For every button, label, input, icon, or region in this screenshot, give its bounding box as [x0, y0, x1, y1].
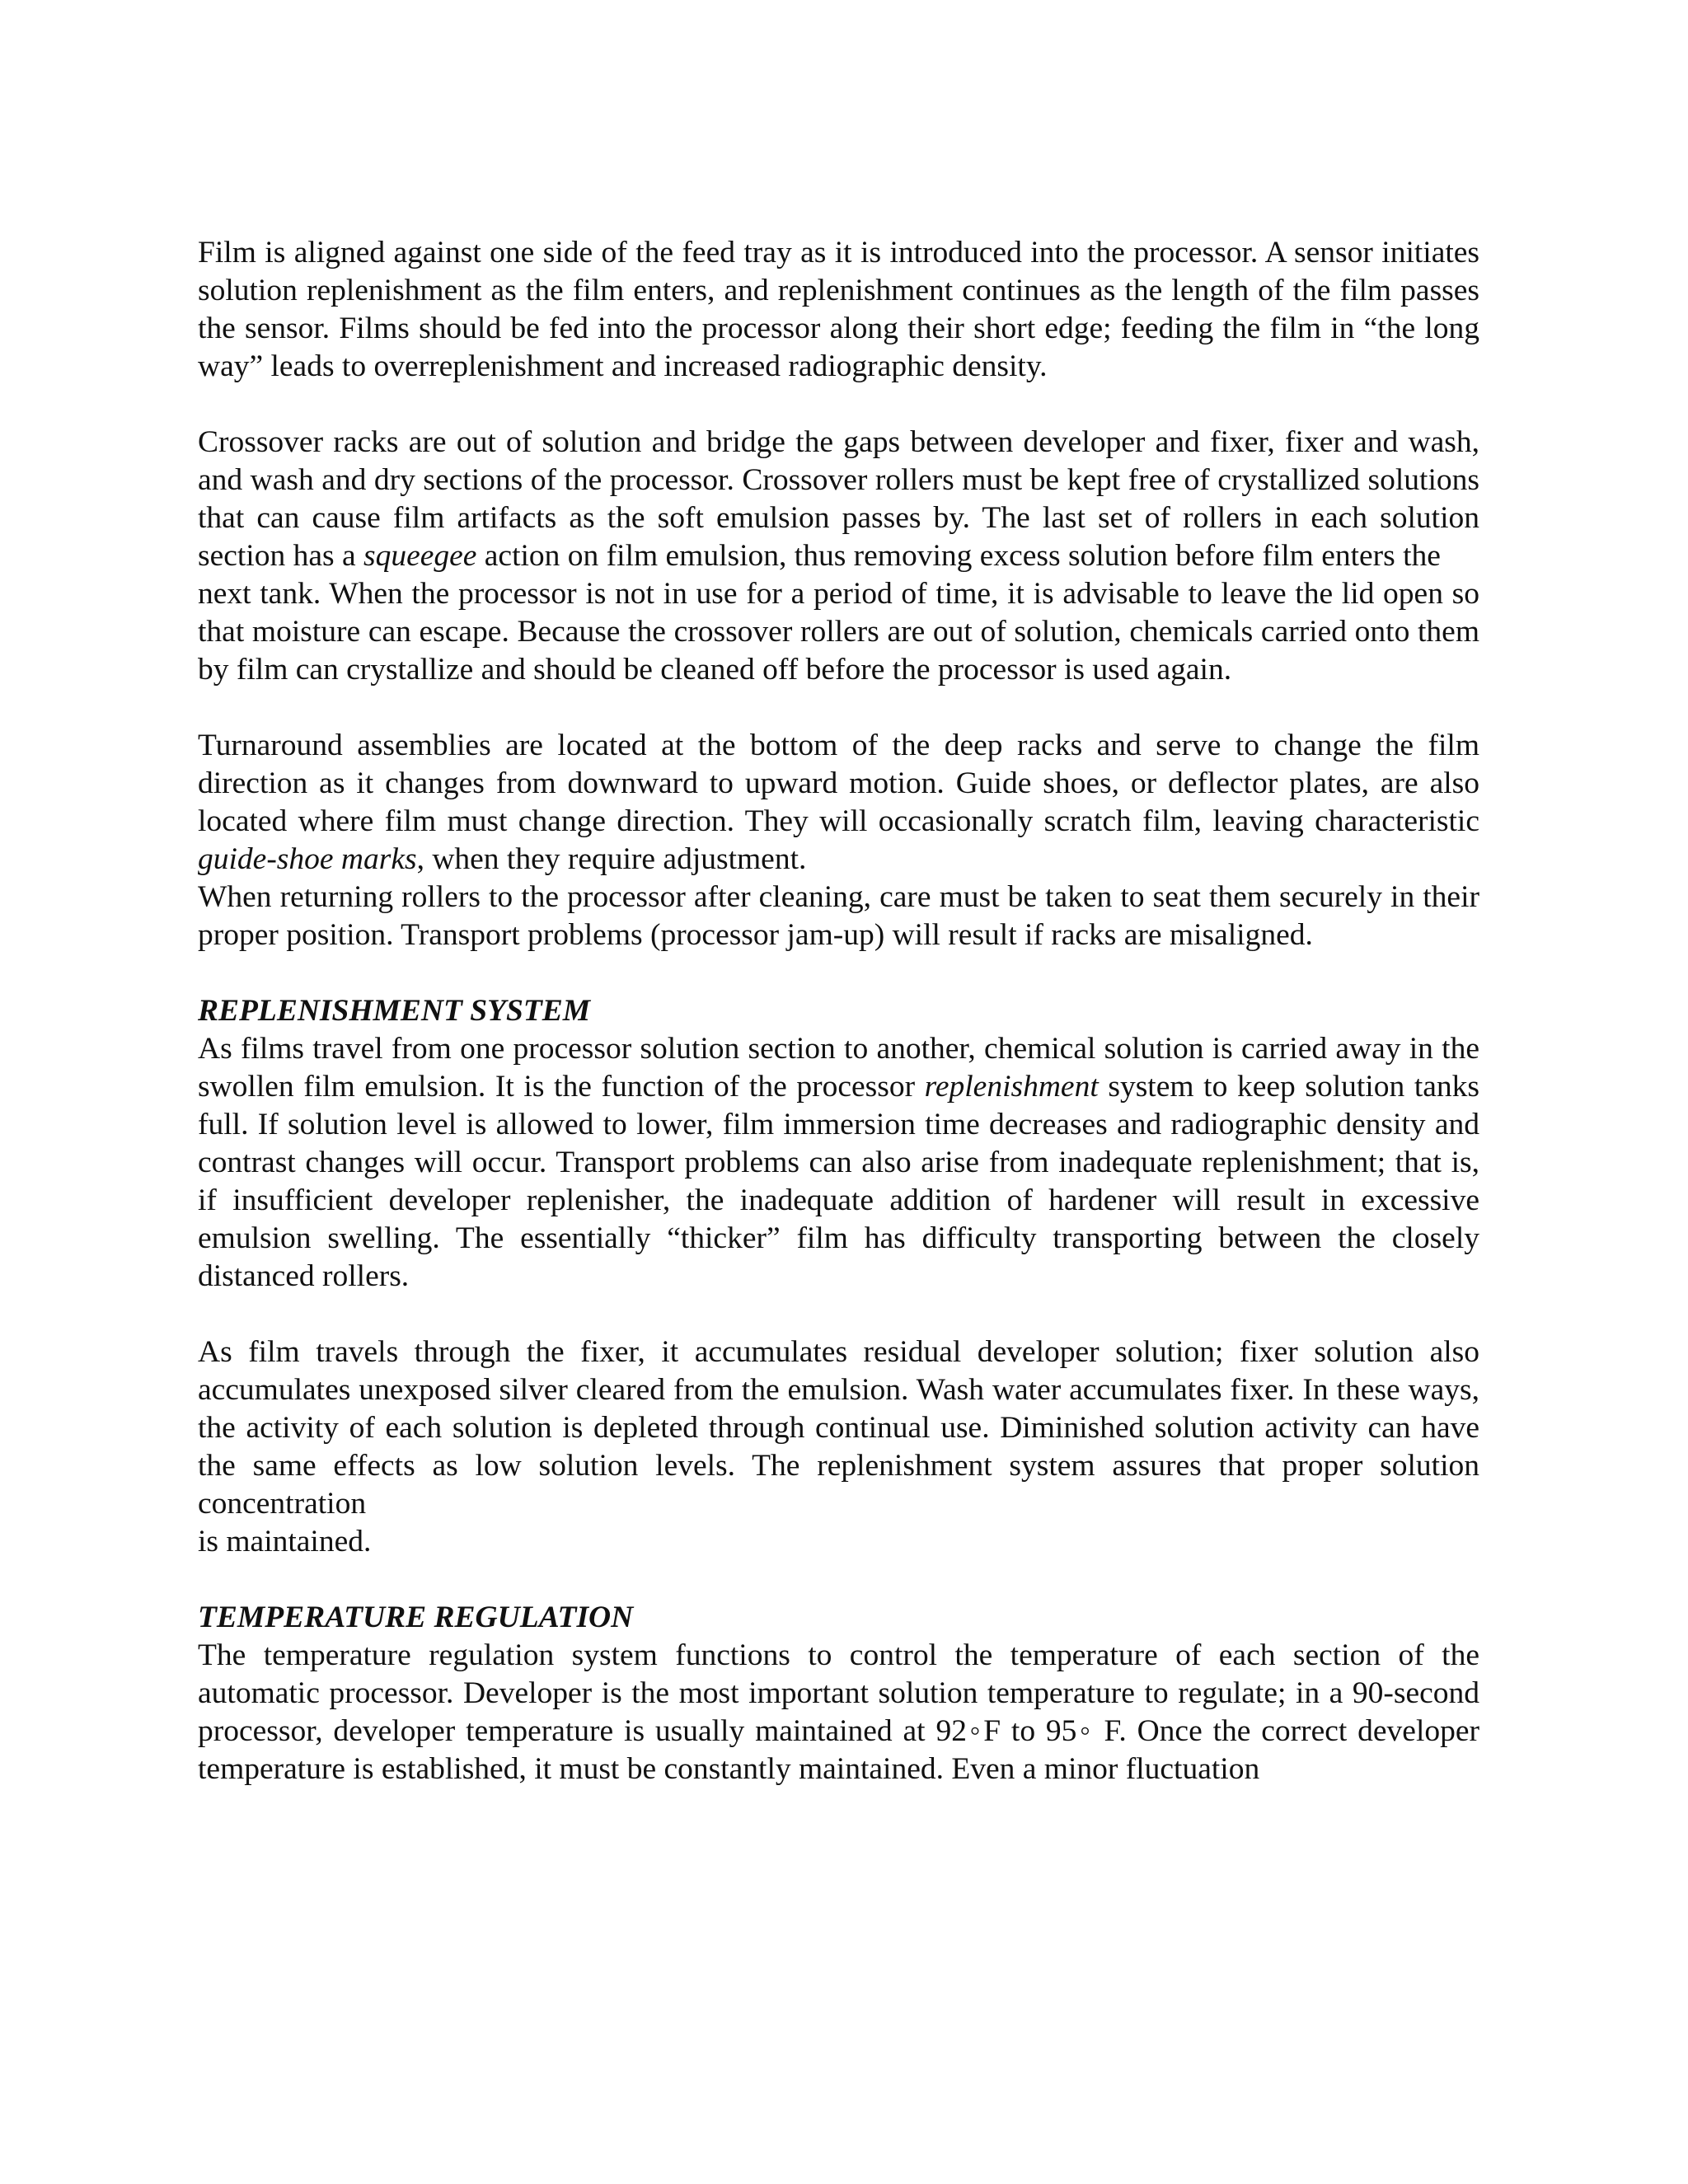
italic-term-replenishment: replenishment: [924, 1070, 1099, 1104]
document-page: [198, 234, 1479, 1788]
paragraph-spacer: [198, 1296, 1479, 1333]
paragraph-crossover-racks: [198, 424, 1479, 575]
text-run: Turnaround assemblies are located at the bottom of the deep racks and serve to change the film direction as it changes from downward to upward motion. Guide shoes, or deflector plates, are also located where film must change direction. They will occasionally scratch film, leaving characteristic: [198, 729, 1479, 838]
text-run: action on film emulsion, thus removing excess solution before film enters the: [476, 539, 1441, 573]
paragraph-feed-tray: Film is aligned against one side of the feed tray as it is introduced into the processor. A sensor initiates solution replenishment as the film enters, and replenishment continues as the length of the film passes the sensor. Films should be fed into the processor along their short edge; feeding the film in “the long way” leads to overreplenishment and increased radiographic density.: [198, 236, 1479, 383]
text-run: , when they require adjustment.: [416, 842, 807, 876]
italic-term-squeegee: squeegee: [363, 539, 477, 573]
paragraph-replenishment: [198, 1030, 1479, 1296]
text-run: system to keep solution tanks full. If solution level is allowed to lower, film immersion time decreases and radiographic density and contrast changes will occur. Transport problems can also arise from inadequate replenishment; that is, if insufficient developer replenisher, the inadequate addition of hardener will result in excessive emulsion swelling. The essentially “thicker” film has difficulty transporting between the closely distanced rollers.: [198, 1070, 1479, 1293]
paragraph-spacer: [198, 954, 1479, 992]
text-run: As films travel from one processor solution section to another, chemical solution is carried away in the swollen film emulsion. It is the function of the processor: [198, 1032, 1479, 1104]
section-heading-temperature: TEMPERATURE REGULATION: [198, 1601, 634, 1634]
paragraph-spacer: [198, 689, 1479, 727]
paragraph-spacer: [198, 1561, 1479, 1599]
paragraph-crossover-continuation: next tank. When the processor is not in use for a period of time, it is advisable to leave the lid open so that moisture can escape. Because the crossover rollers are out of solution, chemicals carried onto them by film can crystallize and should be cleaned off before the processor is used again.: [198, 577, 1479, 687]
paragraph-fixer-continuation: is maintained.: [198, 1525, 372, 1558]
paragraph-spacer: [198, 386, 1479, 424]
italic-term-guide-shoe-marks: guide-shoe marks: [198, 842, 417, 876]
text-run: Crossover racks are out of solution and bridge the gaps between developer and fixer, fixer and wash, and wash and dry sections of the processor. Crossover rollers must be kept free of crystallized solutions that can cause film artifacts as the soft emulsion passes by. The last set of rollers in each solution section has a: [198, 425, 1479, 573]
paragraph-fixer-accumulation: As film travels through the fixer, it accumulates residual developer solution; fixer solution also accumulates unexposed silver cleared from the emulsion. Wash water accumulates fixer. In these ways, the activity of each solution is depleted through continual use. Diminished solution activity can have the same effects as low solution levels. The replenishment system assures that proper solution concentration: [198, 1335, 1479, 1521]
paragraph-temperature: The temperature regulation system functions to control the temperature of each section of the automatic processor. Developer is the most important solution temperature to regulate; in a 90-second processor, developer temperature is usually maintained at 92◦F to 95◦ F. Once the correct developer temperature is established, it must be constantly maintained. Even a minor fluctuation: [198, 1638, 1479, 1786]
section-heading-replenishment: REPLENISHMENT SYSTEM: [198, 994, 591, 1028]
paragraph-turnaround-assemblies: [198, 727, 1479, 879]
paragraph-returning-rollers: When returning rollers to the processor after cleaning, care must be taken to seat them securely in their proper position. Transport problems (processor jam-up) will result if racks are misaligned.: [198, 880, 1479, 952]
